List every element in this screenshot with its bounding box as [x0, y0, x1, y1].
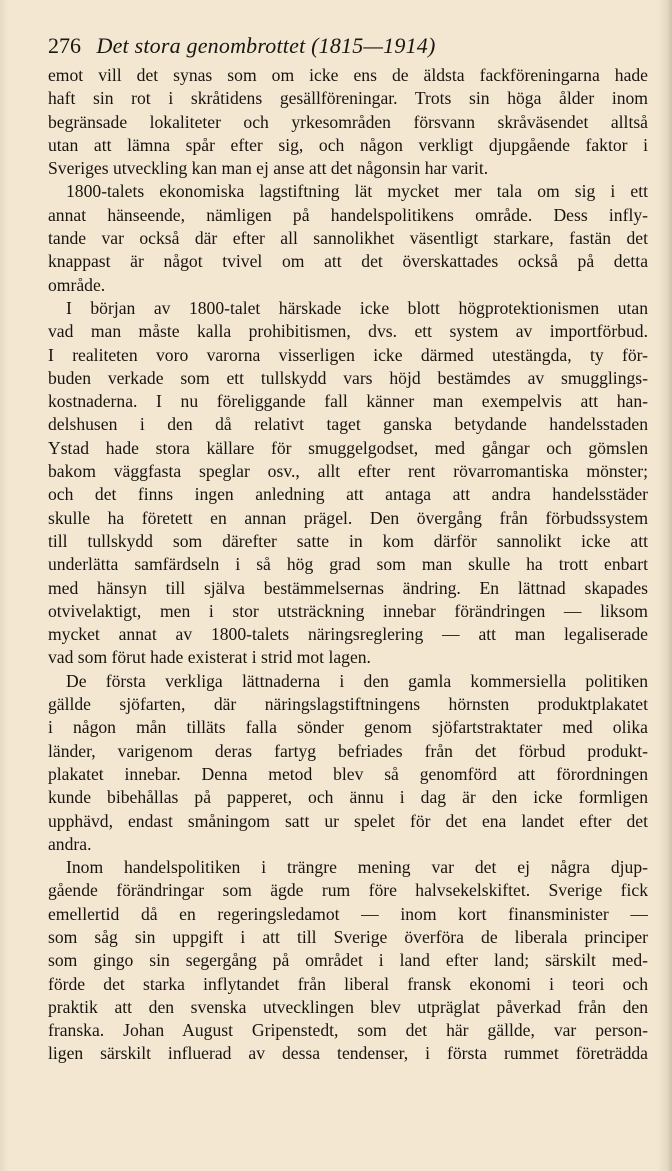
text-line: I början av 1800-talet härskade icke blott högprotektionismen utan — [66, 297, 648, 318]
paragraph-5 — [48, 856, 648, 1066]
text-line: ligen särskilt influerad av dessa tendenser, i första rummet företrädda — [48, 1043, 648, 1064]
text-line: upphävd, endast småningom satt ur spelet för det ena landet efter det — [48, 810, 648, 831]
text-line: gående förändringar som ägde rum före halvsekelskiftet. Sverige fick — [48, 880, 648, 901]
text-line: med hänsyn till själva bestämmelsernas ändring. En lättnad skapades — [48, 577, 648, 598]
running-title: Det stora genombrottet (1815—1914) — [96, 33, 436, 58]
paragraph-1 — [48, 64, 648, 180]
text-line: 1800-talets ekonomiska lagstiftning lät mycket mer tala om sig i ett — [66, 181, 648, 202]
text-line: gällde sjöfarten, där näringslagstiftningens hörnsten produktplakatet — [48, 694, 648, 715]
page-left-shadow — [0, 0, 8, 1171]
text-line: mycket annat av 1800-talets näringsreglering — att man legaliserade — [48, 624, 648, 645]
text-line: Ystad hade stora källare för smuggelgodset, med gångar och gömslen — [48, 437, 648, 458]
text-line: och det finns ingen anledning att antaga att andra handelsstäder — [48, 484, 648, 505]
paragraph-2 — [48, 180, 648, 296]
text-line: tande var också där efter all sannolikhet väsentligt starkare, fastän det — [48, 228, 648, 249]
text-line: delshusen i den då relativt taget ganska betydande handelsstaden — [48, 414, 648, 435]
text-line: De första verkliga lättnaderna i den gamla kommersiella politiken — [66, 670, 648, 691]
text-line: praktik att den svenska utvecklingen blev utpräglat påverkad från den — [48, 996, 648, 1017]
text-line: bakom väggfasta speglar osv., allt efter rent rövarromantiska mönster; — [48, 461, 648, 482]
text-line: länder, varigenom deras fartyg befriades från det förbud produkt- — [48, 740, 648, 761]
text-line: emot vill det synas som om icke ens de äldsta fackföreningarna hade — [48, 65, 648, 85]
text-line: skulle ha företett en annan prägel. Den övergång från förbudssystem — [48, 507, 648, 528]
text-line: område. — [48, 274, 106, 295]
text-line: knappast är något tvivel om att det överskattades också på detta — [48, 251, 648, 272]
text-line: som såg sin uppgift i att till Sverige överföra de liberala principer — [48, 926, 648, 947]
paragraph-4 — [48, 670, 648, 856]
text-line: till tullskydd som därefter satte in kom därför sannolikt icke att — [48, 530, 648, 551]
text-line: underlätta samfärdseln i så hög grad som man skulle ha trott enbart — [48, 554, 648, 575]
text-line: Sveriges utveckling kan man ej anse att det någonsin har varit. — [48, 158, 489, 179]
text-line: vad man måste kalla prohibitismen, dvs. ett system av importförbud. — [48, 321, 648, 342]
text-line: utan att lämna spår efter sig, och någon verkligt djupgående faktor i — [48, 134, 648, 155]
text-line: förde det starka inflytandet från liberal fransk ekonomi i teori och — [48, 973, 648, 994]
text-line: haft sin rot i skråtidens gesällföreningar. Trots sin höga ålder inom — [48, 88, 648, 109]
text-line: plakatet innebar. Denna metod blev så genomförd att förordningen — [48, 763, 648, 784]
text-line: buden verkade som ett tullskydd vars höjd bestämdes av smugglings- — [48, 367, 648, 388]
page-right-shadow — [658, 0, 672, 1171]
running-header — [48, 28, 648, 64]
text-line: Inom handelspolitiken i trängre mening var det ej några djup- — [66, 857, 648, 878]
text-line: kunde bibehållas på papperet, och ännu i dag är den icke formligen — [48, 787, 648, 808]
text-line: i någon mån tilläts falla sönder genom sjöfartstraktater med olika — [48, 717, 648, 738]
paragraph-3 — [48, 297, 648, 670]
text-line: andra. — [48, 833, 92, 854]
text-line: annat hänseende, nämligen på handelspolitikens område. Dess infly- — [48, 204, 648, 225]
text-line: franska. Johan August Gripenstedt, som det här gällde, var person- — [48, 1020, 648, 1041]
text-line: I realiteten voro varorna visserligen icke därmed utestängda, ty för- — [48, 344, 648, 365]
text-line: otvivelaktigt, men i stor utsträckning innebar förändringen — liksom — [48, 600, 648, 621]
body-text — [48, 64, 648, 1066]
text-line: emellertid då en regeringsledamot — inom kort finansminister — — [48, 903, 648, 924]
text-line: som gingo sin segergång på området i land efter land; särskilt med- — [48, 950, 648, 971]
text-line: begränsade lokaliteter och yrkesområden försvann skråväsendet alltså — [48, 111, 648, 132]
text-line: kostnaderna. I nu föreliggande fall känner man exempelvis att han- — [48, 391, 648, 412]
text-line: vad som förut hade existerat i strid mot lagen. — [48, 647, 371, 668]
page-number: 276 — [48, 33, 81, 58]
